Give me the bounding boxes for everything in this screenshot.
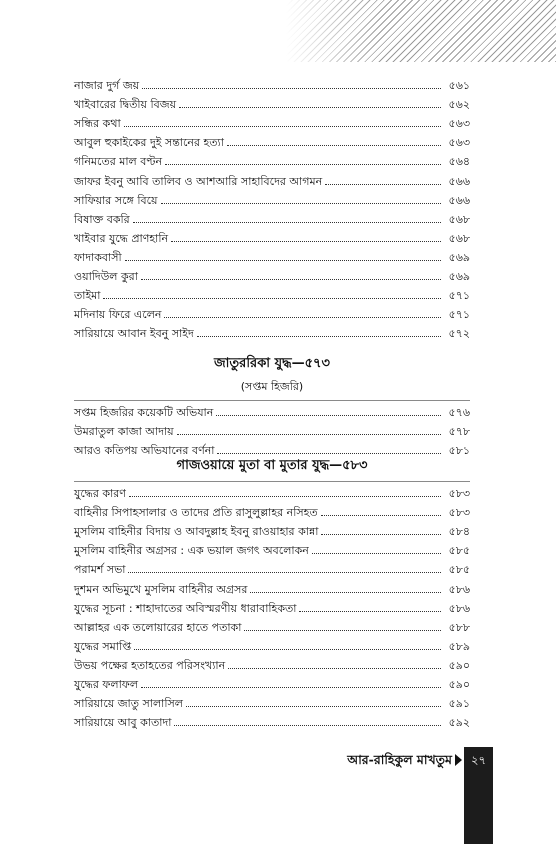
entry-page: ৫৯০ <box>448 678 470 692</box>
entry-title: সন্ধির কথা <box>74 117 121 131</box>
dot-leader <box>134 649 441 650</box>
dot-leader <box>142 88 441 89</box>
entry-page: ৫৮৩ <box>448 506 470 520</box>
entry-title: দুশমন অভিমুখে মুসলিম বাহিনীর অগ্রসর <box>74 582 248 596</box>
dot-leader <box>186 706 441 707</box>
toc-entry[interactable] <box>74 520 470 539</box>
entry-title: তাইমা <box>74 289 101 303</box>
entry-page: ৫৭২ <box>448 327 470 341</box>
dot-leader <box>250 592 441 593</box>
dot-leader <box>177 434 441 435</box>
toc-entry[interactable] <box>74 74 470 93</box>
entry-page: ৫৭১ <box>448 308 470 322</box>
toc-entry[interactable] <box>74 93 470 112</box>
entry-page: ৫৮৩ <box>448 487 470 501</box>
dot-leader <box>171 241 441 242</box>
toc-entry[interactable] <box>74 558 470 577</box>
entry-title: যুদ্ধের কারণ <box>74 487 126 501</box>
entry-title: যুদ্ধের সমাপ্তি <box>74 639 132 653</box>
dot-leader <box>174 725 441 726</box>
entry-page: ৫৮৫ <box>448 544 470 558</box>
entry-title: সাফিয়ার সঙ্গে বিয়ে <box>74 193 158 207</box>
dot-leader <box>227 145 441 146</box>
toc-entry[interactable] <box>74 131 470 150</box>
dot-leader <box>217 453 441 454</box>
entry-page: ৫৮৬ <box>448 582 470 596</box>
entry-title: মুসলিম বাহিনীর বিদায় ও আবদুল্লাহ ইবনু রাওয়াহার কান্না <box>74 525 319 539</box>
toc-entry[interactable] <box>74 539 470 558</box>
dot-leader <box>299 611 441 612</box>
entry-page: ৫৯০ <box>448 658 470 672</box>
entry-page: ৫৮৮ <box>448 620 470 634</box>
toc-entry[interactable] <box>74 711 470 730</box>
dot-leader <box>125 260 441 261</box>
toc-entry[interactable] <box>74 577 470 596</box>
entry-title: সারিয়ায়ে আবান ইবনু সাইদ <box>74 327 194 341</box>
page-number: ২৭ <box>471 753 486 767</box>
entry-page: ৫৮৬ <box>448 601 470 615</box>
entry-page: ৫৭৮ <box>448 425 470 439</box>
toc-entry[interactable] <box>74 246 470 265</box>
toc-entry[interactable] <box>74 150 470 169</box>
entry-title: সপ্তম হিজরির কয়েকটি অভিযান <box>74 406 214 420</box>
entry-page: ৫৬৯ <box>448 270 470 284</box>
entry-title: বাহিনীর সিপাহসালার ও তাদের প্রতি রাসুলুল্লাহর নসিহত <box>74 506 318 520</box>
toc-entry[interactable] <box>74 284 470 303</box>
dot-leader <box>103 298 441 299</box>
section-heading[interactable]: গাজওয়ায়ে মুতা বা মুতার যুদ্ধ—৫৮৩ <box>176 458 368 473</box>
entry-title: খাইবারের দ্বিতীয় বিজয় <box>74 98 177 112</box>
dot-leader <box>141 687 441 688</box>
play-arrow-icon <box>455 754 462 766</box>
toc-entry[interactable] <box>74 303 470 322</box>
dot-leader <box>133 222 441 223</box>
dot-leader <box>179 107 441 108</box>
toc-section-dhat-ur-riqa <box>74 354 470 458</box>
entry-page: ৫৬৯ <box>448 250 470 264</box>
entry-page: ৫৬৮ <box>448 212 470 226</box>
dot-leader <box>165 164 441 165</box>
dot-leader <box>161 203 441 204</box>
section-heading[interactable]: জাতুররিকা যুদ্ধ—৫৭৩ <box>214 356 330 371</box>
entry-title: সারিয়ায়ে জাতু সালাসিল <box>74 697 183 711</box>
entry-page: ৫৬১ <box>448 79 470 93</box>
entry-page: ৫৬৬ <box>448 193 470 207</box>
dot-leader <box>325 184 441 185</box>
entry-title: খাইবার যুদ্ধে প্রাণহানি <box>74 231 169 245</box>
entry-page: ৫৯২ <box>448 716 470 730</box>
entry-title: ওয়াদিউল কুরা <box>74 270 138 284</box>
toc-entry[interactable] <box>74 420 470 439</box>
entry-title: সারিয়ায়ে আবু কাতাদা <box>74 716 172 730</box>
dot-leader <box>197 336 441 337</box>
dot-leader <box>244 630 441 631</box>
entry-title: উভয় পক্ষের হতাহতের পরিসংখ্যান <box>74 658 226 672</box>
entry-page: ৫৬২ <box>448 98 470 112</box>
dot-leader <box>228 668 441 669</box>
dot-leader <box>321 534 441 535</box>
toc-entry[interactable] <box>74 616 470 635</box>
entry-title: গনিমতের মাল বণ্টন <box>74 155 163 169</box>
toc-entry[interactable] <box>74 482 470 501</box>
toc-entry[interactable] <box>74 635 470 654</box>
entry-page: ৫৬৩ <box>448 117 470 131</box>
toc-entry[interactable] <box>74 322 470 341</box>
entry-page: ৫৮৯ <box>448 639 470 653</box>
toc-entry[interactable] <box>74 112 470 131</box>
entry-title: আরও কতিপয় অভিযানের বর্ণনা <box>74 444 215 458</box>
entry-page: ৫৬৪ <box>448 155 470 169</box>
entry-page: ৫৬৩ <box>448 136 470 150</box>
toc-entry[interactable] <box>74 692 470 711</box>
running-book-title: আর-রাহিকুল মাখতুম <box>347 752 452 767</box>
entry-title: নাজার দুর্গ জয় <box>74 79 140 93</box>
entry-title: মদিনায় ফিরে এলেন <box>74 308 162 322</box>
entry-title: বিষাক্ত বকরি <box>74 212 130 226</box>
toc-entry[interactable] <box>74 265 470 284</box>
toc-section-mutah <box>74 456 470 730</box>
toc-group-khaibar <box>74 74 470 341</box>
dot-leader <box>128 572 441 573</box>
entry-page: ৫৬৮ <box>448 231 470 245</box>
dot-leader <box>312 553 441 554</box>
toc-entry[interactable] <box>74 501 470 520</box>
entry-page: ৫৬৬ <box>448 174 470 188</box>
entry-title: মুসলিম বাহিনীর অগ্রসর : এক ভয়াল জগৎ অবলোকন <box>74 544 309 558</box>
entry-title: যুদ্ধের ফলাফল <box>74 678 139 692</box>
entry-page: ৫৮৫ <box>448 563 470 577</box>
dot-leader <box>124 126 441 127</box>
toc-entry[interactable] <box>74 227 470 246</box>
toc-entry[interactable] <box>74 169 470 188</box>
entry-title: উমরাতুল কাজা আদায় <box>74 425 174 439</box>
entry-title: আল্লাহর এক তলোয়ারের হাতে পতাকা <box>74 620 242 634</box>
section-subheading: (সপ্তম হিজরি) <box>240 380 304 393</box>
entry-page: ৫৮১ <box>448 444 470 458</box>
corner-hatch-decoration <box>286 0 556 62</box>
dot-leader <box>141 279 441 280</box>
entry-title: পরামর্শ সভা <box>74 563 126 577</box>
entry-title: আবুল হুকাইকের দুই সন্তানের হত্যা <box>74 136 224 150</box>
toc-entry[interactable] <box>74 597 470 616</box>
entry-page: ৫৭৬ <box>448 406 470 420</box>
entry-page: ৫৯১ <box>448 697 470 711</box>
toc-entry[interactable] <box>74 654 470 673</box>
dot-leader <box>216 415 441 416</box>
entry-title: জাফর ইবনু আবি তালিব ও আশআরি সাহাবিদের আগমন <box>74 174 323 188</box>
entry-title: ফাদাকবাসী <box>74 250 122 264</box>
toc-entry[interactable] <box>74 208 470 227</box>
toc-entry[interactable] <box>74 189 470 208</box>
dot-leader <box>129 496 441 497</box>
entry-page: ৫৮৪ <box>448 525 470 539</box>
entry-title: যুদ্ধের সূচনা : শাহাদাতের অবিস্মরণীয় ধারাবাহিকতা <box>74 601 297 615</box>
dot-leader <box>321 515 441 516</box>
toc-entry[interactable] <box>74 673 470 692</box>
dot-leader <box>164 317 441 318</box>
entry-page: ৫৭১ <box>448 289 470 303</box>
toc-entry[interactable] <box>74 401 470 420</box>
